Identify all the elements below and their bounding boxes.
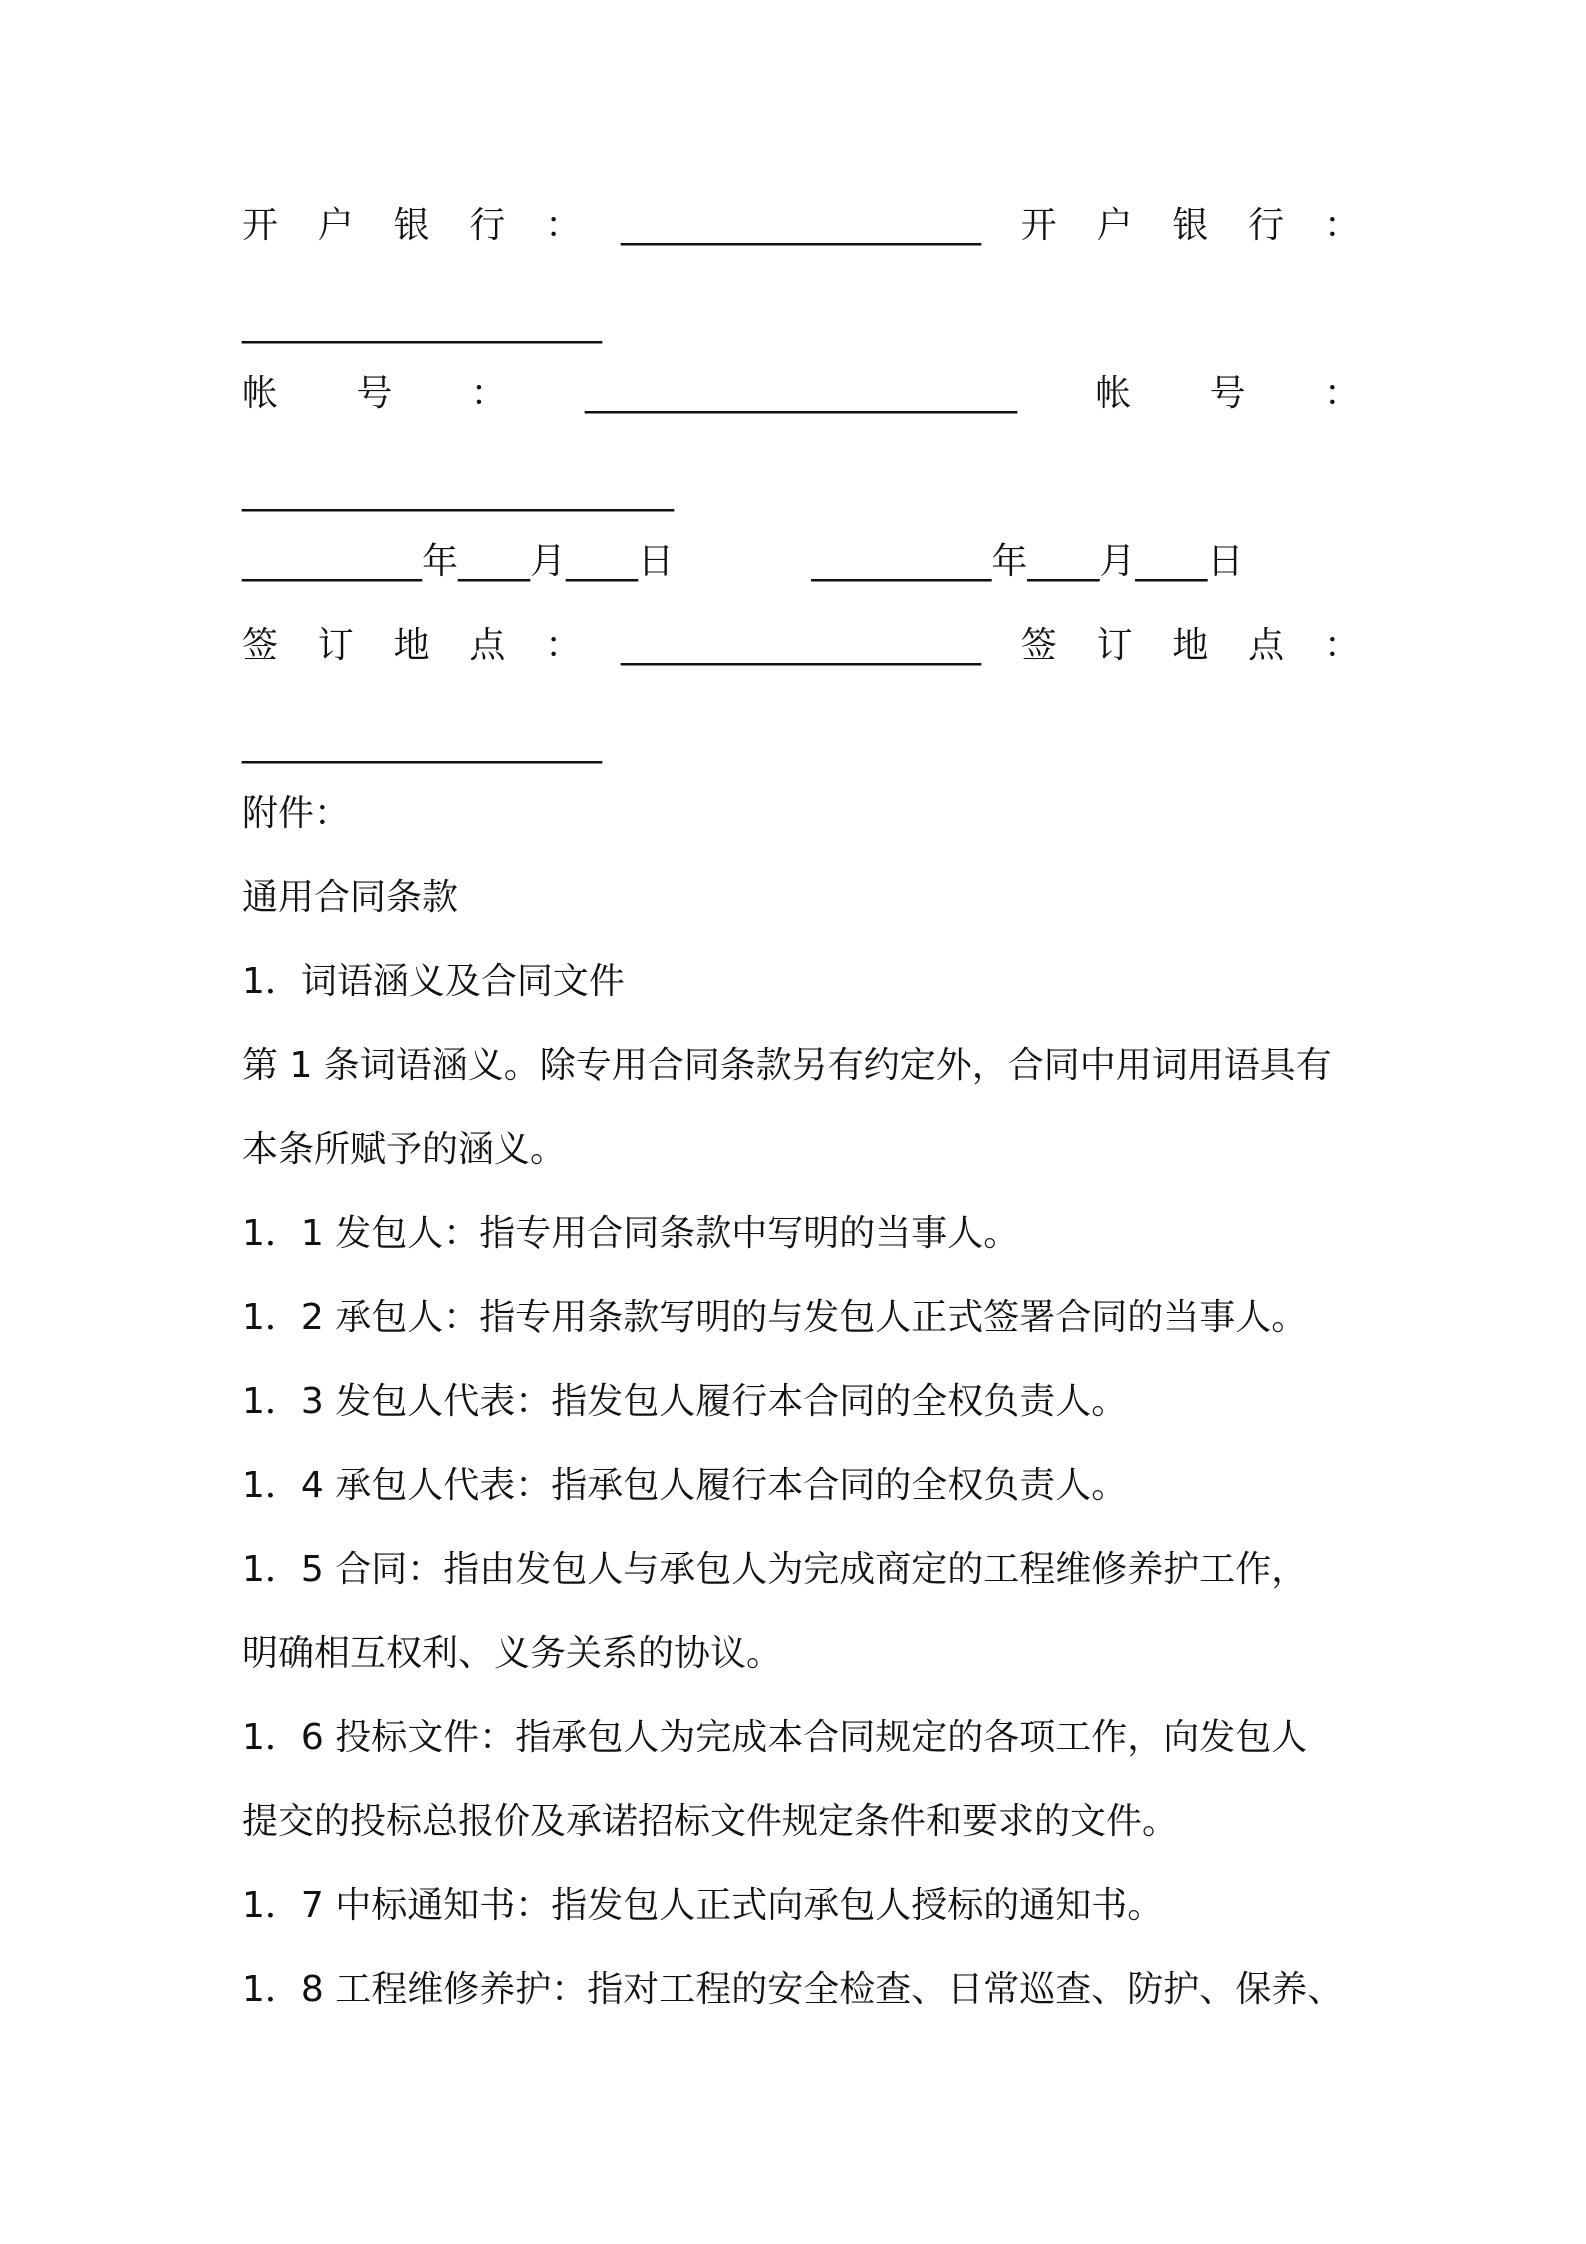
bank-label-char: 行 [1248, 205, 1285, 246]
bank-label-char: 开 [1020, 205, 1057, 246]
account-label-char: 帐 [1095, 373, 1132, 414]
definition-1-5-line-1: 1．5 合同：指由发包人与承包人为完成商定的工程维修养护工作， [242, 1549, 1308, 1590]
bank-label-char: 银 [393, 205, 430, 246]
bank-label-char: 银 [1172, 205, 1209, 246]
bank-label-char: 行 [469, 205, 506, 246]
definition-1-4: 1．4 承包人代表：指承包人履行本合同的全权负责人。 [242, 1465, 1128, 1506]
definition-1-1: 1．1 发包人：指专用合同条款中写明的当事人。 [242, 1213, 1020, 1254]
bank-blank-line: ____________________ [620, 205, 981, 246]
place-label-char: 点 [1248, 625, 1285, 666]
definition-1-6-line-1: 1．6 投标文件：指承包人为完成本合同规定的各项工作，向发包人 [242, 1717, 1308, 1758]
definition-1-6-line-2: 提交的投标总报价及承诺招标文件规定条件和要求的文件。 [242, 1801, 1179, 1842]
section-title: 通用合同条款 [242, 877, 459, 918]
place-blank-line: ____________________ [620, 625, 981, 666]
attachment-label: 附件： [242, 793, 351, 834]
definition-1-8: 1．8 工程维修养护：指对工程的安全检查、日常巡查、防护、保养、 [242, 1969, 1344, 2010]
place-label-char: 签 [1020, 625, 1057, 666]
bank-row [242, 202, 1360, 250]
place-label-colon: ： [545, 625, 582, 666]
signing-place-row [242, 622, 1360, 670]
bank-label-char: 开 [242, 205, 279, 246]
definition-1-2: 1．2 承包人：指专用条款写明的与发包人正式签署合同的当事人。 [242, 1297, 1308, 1338]
bank-label-colon: ： [545, 205, 582, 246]
account-label-char: 号 [356, 373, 393, 414]
article-1-line-1: 第 1 条词语涵义。除专用合同条款另有约定外，合同中用词用语具有 [242, 1045, 1332, 1086]
article-1-line-2: 本条所赋予的涵义。 [242, 1129, 567, 1170]
account-blank-line: ________________________ [584, 373, 1017, 414]
place-label-char: 订 [317, 625, 354, 666]
date-row: __________年____月____日 __________年____月____日 [242, 541, 1244, 582]
account-label-colon: ： [470, 373, 507, 414]
place-label-colon: ： [1323, 625, 1360, 666]
bank-label-char: 户 [317, 205, 354, 246]
account-label-colon: ： [1323, 373, 1360, 414]
account-label-char: 号 [1209, 373, 1246, 414]
place-label-char: 签 [242, 625, 279, 666]
bank-blank-continuation: ____________________ [242, 303, 602, 344]
place-label-char: 订 [1096, 625, 1133, 666]
definition-1-7: 1．7 中标通知书：指发包人正式向承包人授标的通知书。 [242, 1885, 1164, 1926]
account-label-char: 帐 [242, 373, 279, 414]
definition-1-5-line-2: 明确相互权利、义务关系的协议。 [242, 1633, 783, 1674]
definition-1-3: 1．3 发包人代表：指发包人履行本合同的全权负责人。 [242, 1381, 1128, 1422]
account-blank-continuation: ________________________ [242, 471, 674, 512]
heading-words-and-documents: 1．词语涵义及合同文件 [242, 961, 625, 1002]
bank-label-char: 户 [1096, 205, 1133, 246]
place-label-char: 点 [469, 625, 506, 666]
place-label-char: 地 [393, 625, 430, 666]
bank-label-colon: ： [1323, 205, 1360, 246]
place-label-char: 地 [1172, 625, 1209, 666]
account-row [242, 370, 1360, 418]
place-blank-continuation: ____________________ [242, 723, 602, 764]
